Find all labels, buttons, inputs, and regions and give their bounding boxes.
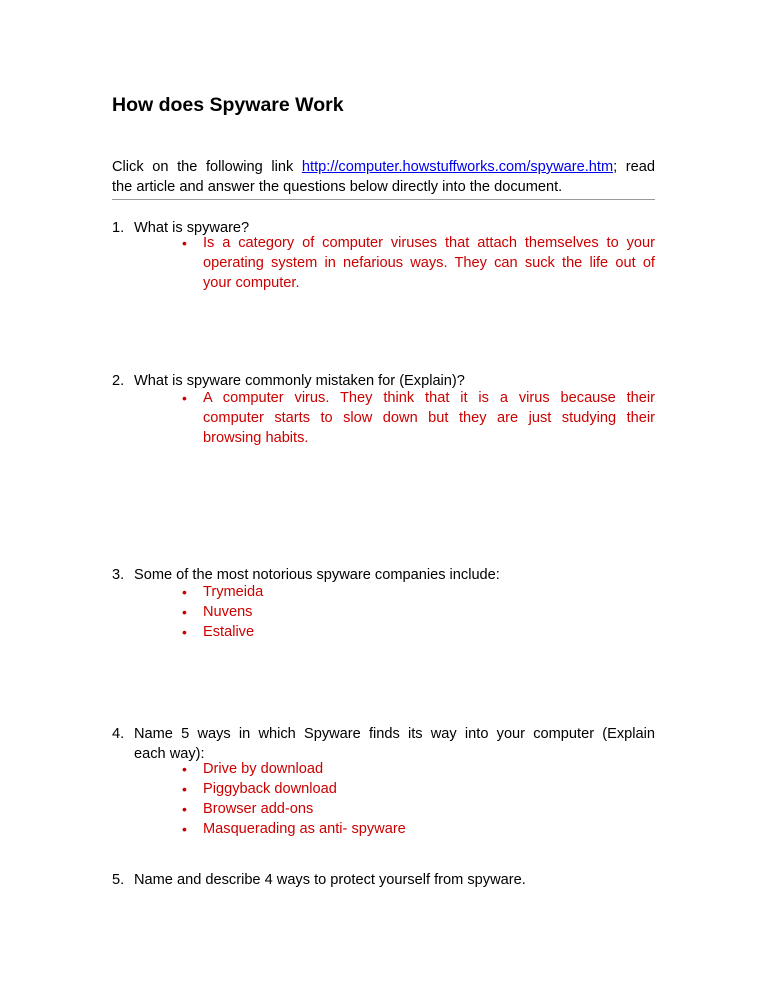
intro-line-2: the article and answer the questions below directly into the document. <box>112 179 563 195</box>
answer-item <box>182 582 655 602</box>
answer-line: your computer. <box>203 275 300 291</box>
question-text-line: each way): <box>134 746 205 762</box>
answer-line: Estalive <box>203 624 255 640</box>
answer-item <box>182 233 655 293</box>
question-text: What is spyware commonly mistaken for (Explain)? <box>134 373 465 389</box>
answer-list <box>182 388 655 448</box>
question-text: Some of the most notorious spyware companies include: <box>134 567 500 583</box>
answer-item <box>182 602 655 622</box>
answer-line: Is a category of computer viruses that attach themselves to your <box>203 235 655 251</box>
answer-line: Piggyback download <box>203 781 337 797</box>
bullet-icon: • <box>182 235 187 251</box>
bullet-icon: • <box>182 390 187 406</box>
answer-line: browsing habits. <box>203 430 309 446</box>
bullet-icon: • <box>182 801 187 817</box>
answer-item <box>182 622 655 642</box>
intro-text-before-link: Click on the following link <box>112 159 302 175</box>
answer-item <box>182 388 655 448</box>
question-number: 5. <box>112 872 125 888</box>
bullet-icon: • <box>182 781 187 797</box>
question-text <box>134 724 655 764</box>
spyware-article-link[interactable]: http://computer.howstuffworks.com/spyware.htm <box>301 159 614 175</box>
question-number: 2. <box>112 373 125 389</box>
answer-item <box>182 759 655 779</box>
question-text: What is spyware? <box>134 220 250 236</box>
answer-line: Masquerading as anti- spyware <box>203 821 406 837</box>
bullet-icon: • <box>182 604 187 620</box>
bullet-icon: • <box>182 821 187 837</box>
question-text: Name and describe 4 ways to protect yourself from spyware. <box>134 872 526 888</box>
question-number: 1. <box>112 220 125 236</box>
answer-line: Drive by download <box>203 761 324 777</box>
answer-line: Browser add-ons <box>203 801 314 817</box>
intro-paragraph <box>112 157 655 200</box>
answer-list <box>182 582 655 642</box>
bullet-icon: • <box>182 624 187 640</box>
question-text-line: Name 5 ways in which Spyware finds its way into your computer (Explain <box>134 726 655 742</box>
answer-line: Trymeida <box>203 584 264 600</box>
answer-line: A computer virus. They think that it is a virus because their <box>203 390 655 406</box>
question-number: 4. <box>112 726 125 742</box>
bullet-icon: • <box>182 584 187 600</box>
answer-line: computer starts to slow down but they are just studying their <box>203 410 655 426</box>
question-number: 3. <box>112 567 125 583</box>
answer-line: Nuvens <box>203 604 253 620</box>
answer-list <box>182 759 655 839</box>
intro-line-1 <box>112 157 655 177</box>
answer-item <box>182 779 655 799</box>
page-title: How does Spyware Work <box>112 94 344 116</box>
answer-item <box>182 819 655 839</box>
answer-item <box>182 799 655 819</box>
intro-text-after-link: ; read <box>613 159 655 175</box>
bullet-icon: • <box>182 761 187 777</box>
answer-list <box>182 233 655 293</box>
answer-line: operating system in nefarious ways. They can suck the life out of <box>203 255 655 271</box>
